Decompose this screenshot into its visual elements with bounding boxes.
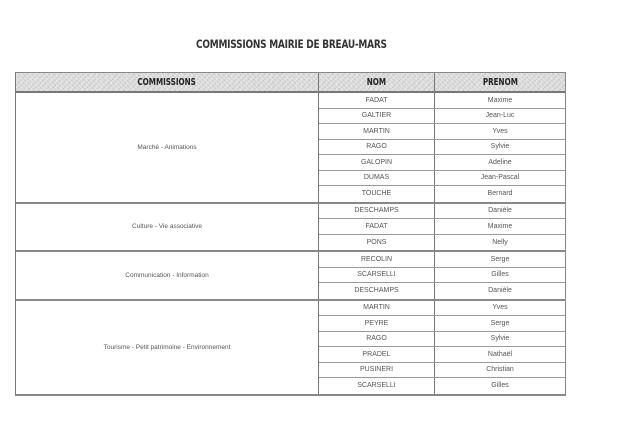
member-prenom: Sylvie [490,143,510,151]
commission-group [16,301,565,394]
table-row [319,109,565,125]
member-prenom: Gilles [491,271,509,279]
table-row [319,235,565,251]
member-nom: PRADEL [319,347,435,362]
member-prenom: Yves [492,304,508,312]
member-nom: PUSINERI [319,363,435,378]
table-row [319,301,565,317]
member-prenom: Maxime [487,96,513,104]
table-row [319,204,565,220]
table-row [319,316,565,332]
table-row [319,378,565,394]
commissions-table [15,72,566,396]
table-row [319,219,565,235]
member-nom: DESCHAMPS [319,204,435,219]
header-prenom-label: PRENOM [482,76,518,88]
table-row [319,252,565,268]
table-row [319,186,565,202]
member-prenom: Gilles [491,382,509,390]
table-row [319,363,565,379]
member-nom: FADAT [319,219,435,234]
table-row [319,332,565,348]
member-nom: RECOLIN [319,252,435,267]
commission-name: Marché - Animations [16,93,319,202]
member-prenom: Danièle [488,287,512,295]
table-row [319,140,565,156]
member-list [319,204,565,251]
header-nom-label: NOM [366,76,387,88]
member-prenom: Yves [492,127,508,135]
commission-group [16,93,565,204]
member-nom: SCARSELLI [319,378,435,394]
member-nom: MARTIN [319,124,435,139]
header-commissions [16,73,319,91]
commission-name: Culture - Vie associative [16,204,319,251]
header-commissions-label: COMMISSIONS [137,76,197,88]
table-row [319,155,565,171]
member-nom: DESCHAMPS [319,283,435,299]
member-list [319,93,565,202]
member-prenom: Serge [490,319,510,327]
member-nom: TOUCHE [319,186,435,202]
page-title: COMMISSIONS MAIRIE DE BREAU-MARS [196,37,387,51]
table-row [319,93,565,109]
header-prenom [435,73,565,91]
member-prenom: Adeline [488,158,512,166]
member-nom: RAGO [319,332,435,347]
member-nom: RAGO [319,140,435,155]
member-prenom: Jean-Luc [485,112,515,120]
table-row [319,347,565,363]
member-prenom: Jean-Pascal [480,174,520,182]
table-row [319,283,565,299]
member-prenom: Christian [486,366,514,374]
commission-group [16,204,565,253]
member-list [319,252,565,299]
member-prenom: Maxime [487,222,513,230]
member-nom: GALOPIN [319,155,435,170]
header-nom [319,73,435,91]
member-list [319,301,565,394]
member-nom: SCARSELLI [319,268,435,283]
table-row [319,124,565,140]
member-nom: MARTIN [319,301,435,316]
table-row [319,268,565,284]
member-prenom: Danièle [488,207,512,215]
table-header [16,73,565,93]
member-nom: GALTIER [319,109,435,124]
member-prenom: Nathaël [487,350,513,358]
member-nom: FADAT [319,93,435,108]
commission-group [16,252,565,301]
commission-name: Communication - Information [16,252,319,299]
member-nom: DUMAS [319,171,435,186]
commission-name: Tourisme - Petit patrimoine - Environnement [16,301,319,394]
table-row [319,171,565,187]
member-prenom: Serge [490,255,510,263]
member-nom: PEYRE [319,316,435,331]
member-prenom: Bernard [487,190,513,198]
member-nom: PONS [319,235,435,251]
member-prenom: Sylvie [490,335,510,343]
member-prenom: Nelly [492,238,508,246]
